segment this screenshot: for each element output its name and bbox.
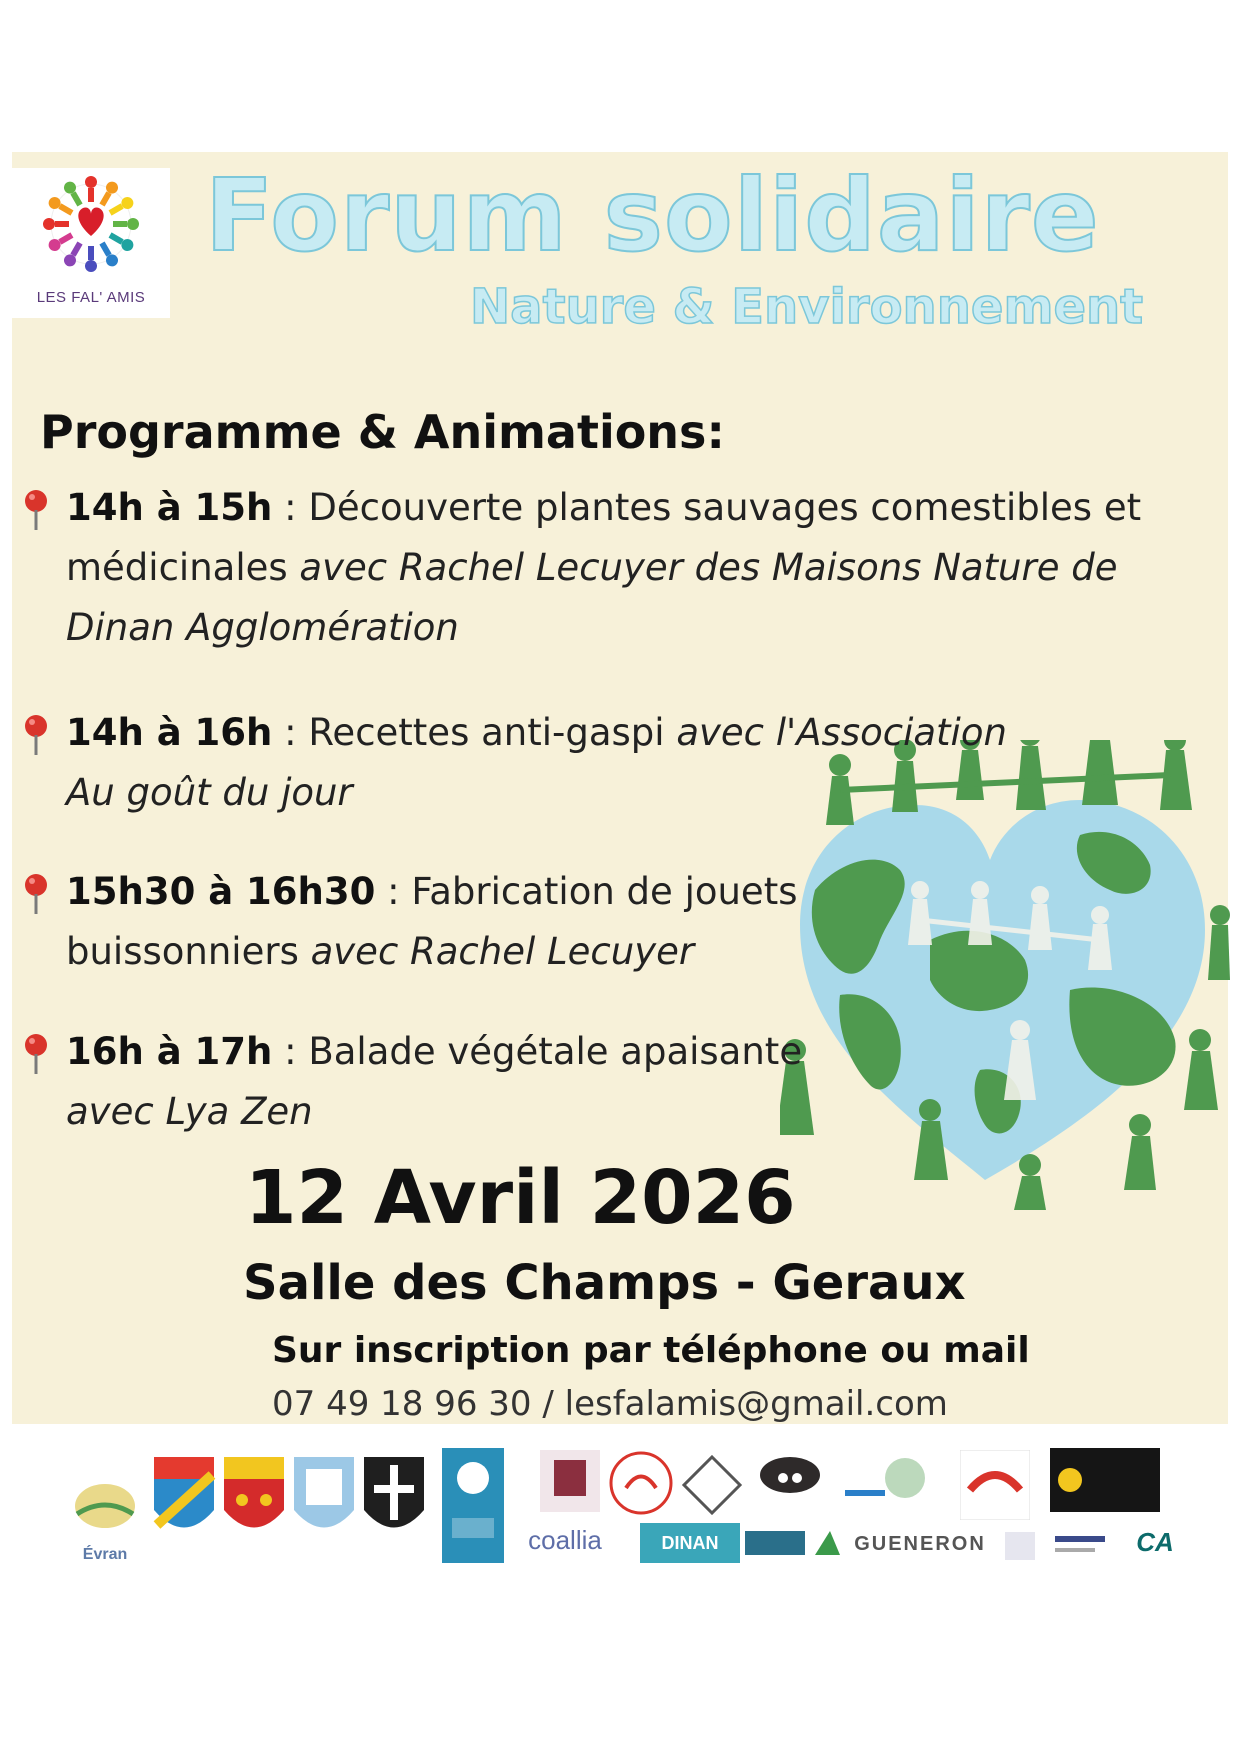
partner-logo-icon — [1005, 1528, 1125, 1564]
people-circle-icon — [30, 168, 152, 286]
partner-logo-icon — [682, 1455, 742, 1515]
caf-logo-icon — [442, 1448, 504, 1563]
program-host: avec Lya Zen — [66, 1090, 313, 1133]
gueneron-logo — [855, 1526, 985, 1562]
partner-logo-icon — [745, 1528, 845, 1558]
partner-logo-icon — [608, 1450, 674, 1516]
program-time: 14h à 16h — [66, 711, 273, 754]
program-item — [20, 862, 830, 982]
dinan-label: DINAN — [661, 1532, 719, 1553]
partner-logo-icon — [755, 1450, 825, 1510]
credit-agricole-label: CA — [1136, 1526, 1174, 1557]
credit-agricole-logo — [1120, 1522, 1190, 1562]
program-activity: : Découverte plantes sauvages comestibles et médicinales — [66, 486, 1142, 589]
program-time: 15h30 à 16h30 — [66, 870, 376, 913]
shield-crest-icon — [222, 1455, 286, 1545]
program-item — [20, 478, 1200, 658]
credit-mutuel-logo-icon — [960, 1450, 1030, 1520]
program-activity: : Balade végétale apaisante — [272, 1030, 803, 1073]
partner-logo — [745, 1528, 845, 1558]
partner-logo-icon — [840, 1450, 930, 1510]
evran-emblem-icon — [72, 1466, 138, 1546]
program-item — [20, 703, 1020, 823]
gueneron-label: GUENERON — [854, 1532, 986, 1555]
program-host: avec l'Association Au goût du jour — [66, 711, 1007, 814]
program-time: 16h à 17h — [66, 1030, 273, 1073]
signup-note: Sur inscription par téléphone ou mail — [272, 1330, 1030, 1371]
poster-title: Forum solidaire — [205, 157, 1100, 274]
partner-logo-icon — [1050, 1448, 1160, 1512]
evran-label: Évran — [82, 1546, 128, 1563]
event-date: 12 Avril 2026 — [245, 1155, 796, 1241]
shield-crest-icon — [362, 1455, 426, 1545]
shield-crest-icon — [152, 1455, 216, 1545]
map-pin-icon — [20, 488, 52, 532]
event-venue: Salle des Champs - Geraux — [243, 1255, 966, 1311]
program-host: avec Rachel Lecuyer — [310, 930, 695, 973]
logo-text: LES FAL' AMIS — [36, 289, 146, 306]
partner-logos — [60, 1440, 1200, 1590]
program-activity: : Fabrication de jouets buissonniers — [66, 870, 798, 973]
dinan-logo — [640, 1523, 740, 1563]
partner-logo-icon — [540, 1450, 600, 1512]
map-pin-icon — [20, 1032, 52, 1076]
shield-crest-icon — [292, 1455, 356, 1545]
evran-logo — [70, 1450, 140, 1580]
program-item — [20, 1022, 810, 1142]
program-heading: Programme & Animations: — [40, 405, 725, 459]
map-pin-icon — [20, 872, 52, 916]
contact-info: 07 49 18 96 30 / lesfalamis@gmail.com — [272, 1384, 948, 1424]
program-host: avec Rachel Lecuyer des Maisons Nature de Dinan Agglomération — [66, 546, 1118, 649]
map-pin-icon — [20, 713, 52, 757]
poster-subtitle: Nature & Environnement — [470, 279, 1144, 335]
les-fal-amis-logo — [12, 168, 170, 318]
program-activity: : Recettes anti-gaspi — [272, 711, 677, 754]
coallia-logo — [515, 1520, 615, 1560]
coallia-label: coallia — [528, 1524, 602, 1555]
program-time: 14h à 15h — [66, 486, 273, 529]
